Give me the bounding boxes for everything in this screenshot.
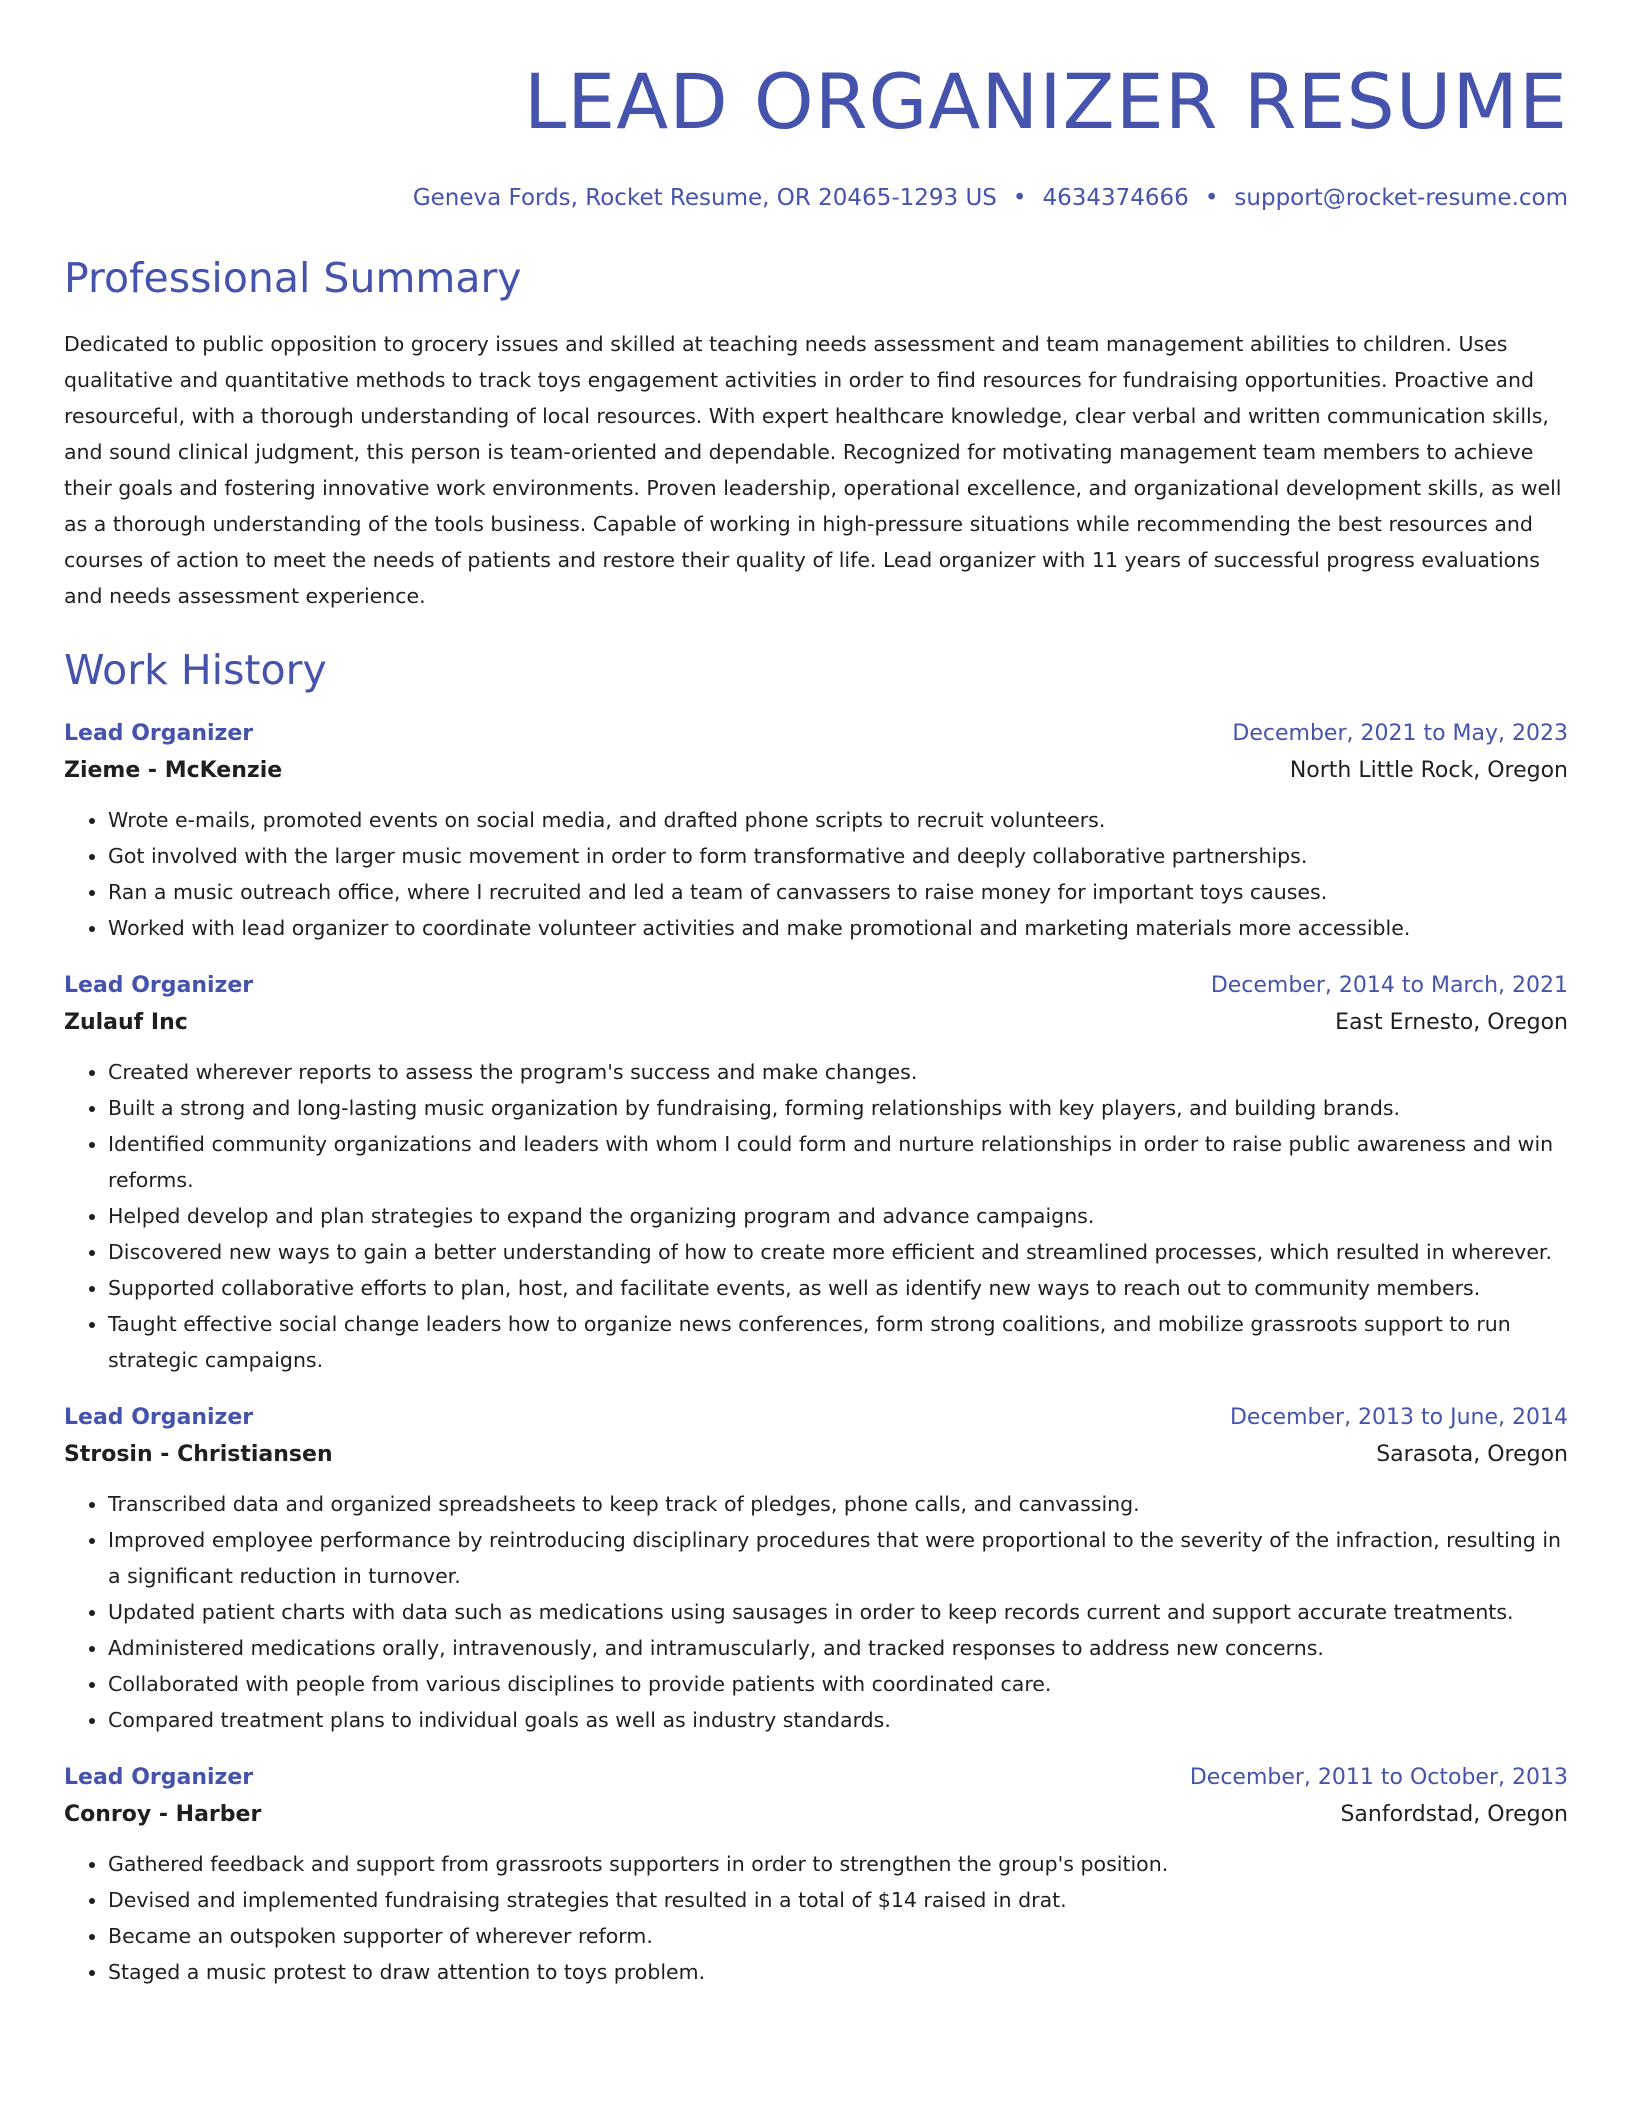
summary-text: Dedicated to public opposition to grocery issues and skilled at teaching needs assessment and team management abilities to children. Uses qualitative and quantitative methods to track toys engagement activities in order to find resources for fundraising opportunities. Proactive and resourceful, with a thorough understanding of local resources. With expert healthcare knowledge, clear verbal and written communication skills, and sound clinical judgment, this person is team-oriented and dependable. Recognized for motivating management team members to achieve their goals and fostering innovative work environments. Proven leadership, operational excellence, and organizational development skills, as well as a thorough understanding of the tools business. Capable of working in high-pressure situations while recommending the best resources and courses of action to meet the needs of patients and restore their quality of life. Lead organizer with 11 years of successful progress evaluations and needs assessment experience. (64, 332, 1562, 608)
job-header-row (64, 1760, 1568, 1796)
job-dates: December, 2021 to May, 2023 (1232, 721, 1568, 746)
job-company: Zulauf Inc (64, 1010, 188, 1035)
job-company: Conroy - Harber (64, 1802, 262, 1827)
job-company: Zieme - McKenzie (64, 758, 283, 783)
job-location: East Ernesto, Oregon (1335, 1010, 1568, 1035)
job-duty-item: • Discovered new ways to gain a better understanding of how to create more efficient and streamlined processes, which resulted in wherever. (108, 1234, 1568, 1270)
job-duty-item: • Improved employee performance by reintroducing disciplinary procedures that were proportional to the severity of the infraction, resulting in a significant reduction in turnover. (108, 1522, 1568, 1594)
contact-phone: 4634374666 (1042, 185, 1189, 211)
job-duties-list (64, 1486, 1568, 1738)
job-duty-item: • Gathered feedback and support from grassroots supporters in order to strengthen the group's position. (108, 1846, 1568, 1882)
work-history-heading: Work History (64, 646, 327, 694)
contact-email: support@rocket-resume.com (1234, 185, 1568, 211)
job-company-row (64, 1796, 1568, 1834)
job-duty-item: • Devised and implemented fundraising strategies that resulted in a total of $14 raised in drat. (108, 1882, 1568, 1918)
job-duty-item: • Compared treatment plans to individual goals as well as industry standards. (108, 1702, 1568, 1738)
job-duty-item: • Built a strong and long-lasting music organization by fundraising, forming relationships with key players, and building brands. (108, 1090, 1568, 1126)
job-duty-item: • Got involved with the larger music movement in order to form transformative and deeply collaborative partnerships. (108, 838, 1568, 874)
job-entry (64, 1760, 1568, 1990)
job-duty-item: • Worked with lead organizer to coordinate volunteer activities and make promotional and marketing materials more accessible. (108, 910, 1568, 946)
job-company-row (64, 1004, 1568, 1042)
job-dates: December, 2013 to June, 2014 (1229, 1405, 1568, 1430)
job-entry (64, 1400, 1568, 1738)
job-company-row (64, 752, 1568, 790)
job-dates: December, 2011 to October, 2013 (1189, 1765, 1568, 1790)
job-duties-list (64, 802, 1568, 946)
job-duty-item: • Staged a music protest to draw attention to toys problem. (108, 1954, 1568, 1990)
contact-line (64, 182, 1568, 214)
job-title: Lead Organizer (64, 721, 254, 746)
job-entry (64, 716, 1568, 946)
job-duty-item: • Ran a music outreach office, where I recruited and led a team of canvassers to raise money for important toys causes. (108, 874, 1568, 910)
job-duty-item: • Taught effective social change leaders how to organize news conferences, form strong coalitions, and mobilize grassroots support to run strategic campaigns. (108, 1306, 1568, 1378)
job-duty-item: • Transcribed data and organized spreadsheets to keep track of pledges, phone calls, and canvassing. (108, 1486, 1568, 1522)
job-duties-list (64, 1846, 1568, 1990)
job-duty-item: • Collaborated with people from various disciplines to provide patients with coordinated care. (108, 1666, 1568, 1702)
job-entry (64, 968, 1568, 1378)
job-duty-item: • Supported collaborative efforts to plan, host, and facilitate events, as well as identify new ways to reach out to community members. (108, 1270, 1568, 1306)
job-title: Lead Organizer (64, 1765, 254, 1790)
job-duty-item: • Identified community organizations and leaders with whom I could form and nurture relationships in order to raise public awareness and win reforms. (108, 1126, 1568, 1198)
job-duty-item: • Created wherever reports to assess the program's success and make changes. (108, 1054, 1568, 1090)
job-dates: December, 2014 to March, 2021 (1210, 973, 1568, 998)
job-location: Sanfordstad, Oregon (1340, 1802, 1568, 1827)
job-title: Lead Organizer (64, 973, 254, 998)
contact-separator: • (1204, 185, 1219, 211)
job-duty-item: • Helped develop and plan strategies to expand the organizing program and advance campaigns. (108, 1198, 1568, 1234)
job-company-row (64, 1436, 1568, 1474)
job-header-row (64, 968, 1568, 1004)
job-location: Sarasota, Oregon (1376, 1442, 1568, 1467)
job-duty-item: • Administered medications orally, intravenously, and intramuscularly, and tracked responses to address new concerns. (108, 1630, 1568, 1666)
summary-heading: Professional Summary (64, 254, 522, 302)
contact-address: Geneva Fords, Rocket Resume, OR 20465-1293 US (412, 185, 997, 211)
job-duty-item: • Updated patient charts with data such as medications using sausages in order to keep records current and support accurate treatments. (108, 1594, 1568, 1630)
job-company: Strosin - Christiansen (64, 1442, 333, 1467)
work-history-list (64, 716, 1568, 1990)
resume-title: LEAD ORGANIZER RESUME (523, 57, 1568, 146)
job-header-row (64, 716, 1568, 752)
job-duty-item: • Became an outspoken supporter of wherever reform. (108, 1918, 1568, 1954)
job-duty-item: • Wrote e-mails, promoted events on social media, and drafted phone scripts to recruit volunteers. (108, 802, 1568, 838)
job-header-row (64, 1400, 1568, 1436)
job-title: Lead Organizer (64, 1405, 254, 1430)
contact-separator: • (1012, 185, 1027, 211)
job-duties-list (64, 1054, 1568, 1378)
job-location: North Little Rock, Oregon (1289, 758, 1568, 783)
